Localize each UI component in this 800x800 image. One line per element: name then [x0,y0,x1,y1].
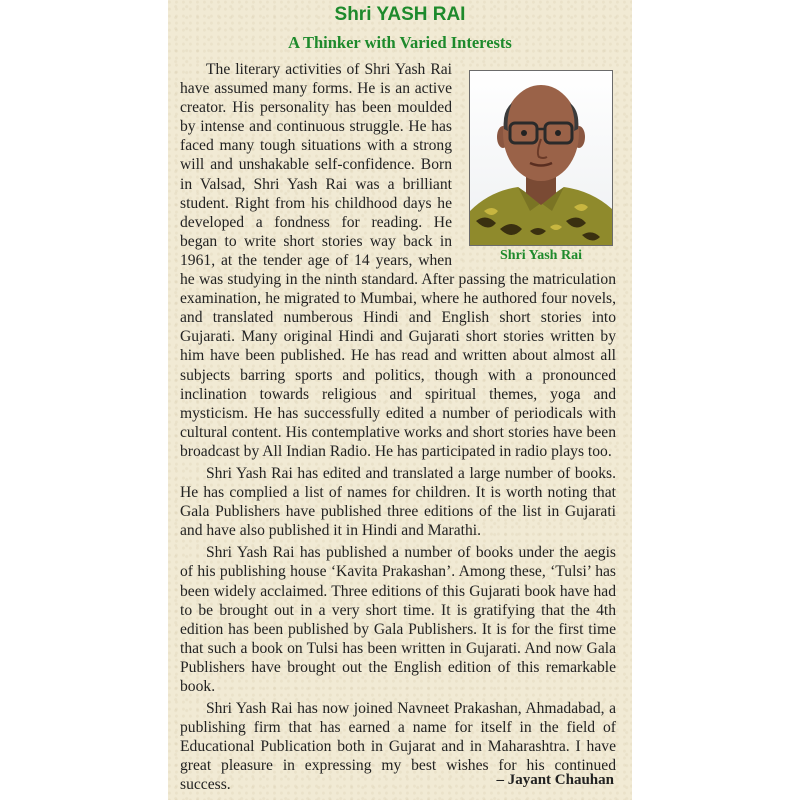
paragraph-4: Shri Yash Rai has now joined Navneet Prakashan, Ahmadabad, a publishing firm that has earned a name for itself in the field of Educational Publication both in Gujarat and in Maharashtra. I have great pleasure in expressing my best wishes for his continued success. [180,700,616,794]
page-subtitle: A Thinker with Varied Interests [288,33,512,52]
signature: – Jayant Chauhan [496,772,614,788]
book-page [168,0,632,800]
author-photo [469,70,613,246]
page-title: Shri YASH RAI [334,4,466,25]
paragraph-1: The literary activities of Shri Yash Rai have assumed many forms. He is an active creator. His personality has been moulded by intense and continuous struggle. He has faced many tough situations with a strong will and unshakable self-confidence. Born in Valsad, Shri Yash Rai was a brilliant student. Right from his childhood days he developed a fondness for reading. He began to write short stories way back in 1961, at the tender age of 14 years, when he was studying in the ninth standard. After passing the matriculation examination, he migrated to Mumbai, where he authored four novels, and translated numberous Hindi and English short stories into Gujarati. Many original Hindi and Gujarati short stories written by him have been published. He has read and written about almost all subjects barring sports and politics, though with a pronounced inclination towards religious and spiritual themes, yoga and mysticism. He has successfully edited a number of periodicals with cultural content. His contemplative works and short stories have been broadcast by All Indian Radio. He has participated in radio plays too. [180,61,616,460]
paragraph-3: Shri Yash Rai has published a number of books under the aegis of his publishing house ‘Kavita Prakashan’. Among these, ‘Tulsi’ has been widely acclaimed. Three editions of this Gujarati book have had to be brought out in a very short time. It is gratifying that the 4th edition has been published by Gala Publishers. It is for the first time that such a book on Tulsi has been written in Gujarati. And now Gala Publishers have brought out the English edition of this remarkable book. [180,544,616,695]
paragraph-2: Shri Yash Rai has edited and translated a large number of books. He has complied a list of names for children. It is worth noting that Gala Publishers have published three editions of the list in Gujarati and have also published it in Hindi and Marathi. [180,464,616,540]
photo-caption: Shri Yash Rai [500,248,582,263]
portrait-illustration [470,71,612,245]
